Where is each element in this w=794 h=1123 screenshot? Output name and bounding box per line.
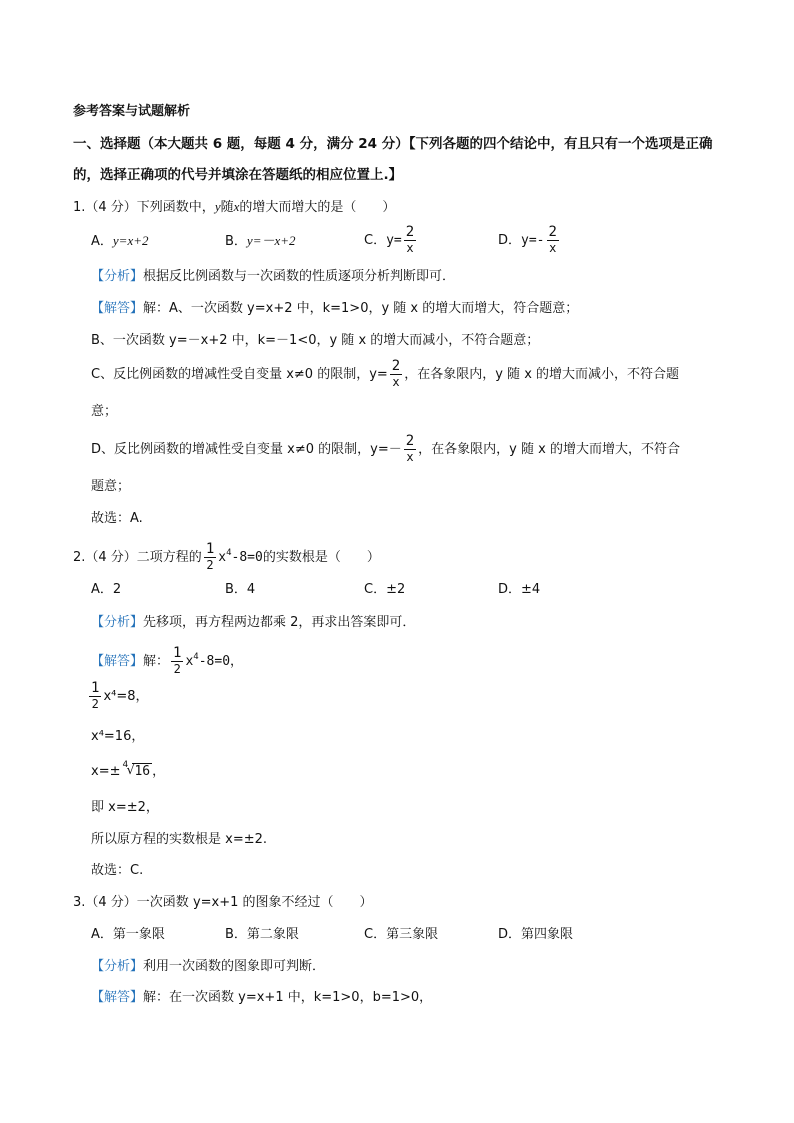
- question-3-stem: 3.（4 分）一次函数 y=x+1 的图象不经过（ ）: [73, 895, 373, 910]
- q2-step4: 即 x=±2，: [91, 800, 159, 815]
- q3-answer: [91, 988, 432, 1008]
- question-2-stem: 2.（4 分）二项方程的 $\frac{1}{2}$ $x^4-8=0$的实数根是（ ）: [73, 541, 380, 572]
- q1-option-b: B．y=－x+2: [225, 233, 296, 249]
- q1-stem-var-x: x: [233, 199, 240, 214]
- q3-analysis-text: 利用一次函数的图象即可判断．: [143, 959, 326, 974]
- q3-answer-text: 解：在一次函数 y=x+1 中，k=1>0，b=1>0，: [143, 990, 433, 1005]
- q1-answer-d: D、反比例函数的增减性受自变量 x≠0 的限制，y=－ $\frac{2}{x}$ ，在各象限内，y 随 x 的增大而增大，不符合: [91, 433, 680, 464]
- q1-analysis-text: 根据反比例函数与一次函数的性质逐项分析判断即可．: [143, 269, 456, 284]
- section-title-line2: 的，选择正确项的代号并填涂在答题纸的相应位置上.】: [73, 167, 403, 183]
- q1-option-c-fraction: $\frac{2}{x}$: [405, 224, 415, 255]
- q1-analysis: [91, 267, 455, 287]
- q1-stem-var-y: y: [214, 199, 221, 214]
- q1-answer-line1: [91, 299, 578, 319]
- q2-option-b: B．4: [225, 582, 256, 597]
- q1-answer-c-fraction: $\frac{2}{x}$: [391, 358, 401, 389]
- q1-option-c: C．y= $\frac{2}{x}$: [364, 224, 415, 255]
- q1-choose: 故选：A.: [91, 511, 143, 526]
- q1-option-d-fraction: $\frac{2}{x}$: [548, 224, 557, 255]
- answer-label: 【解答】: [91, 654, 144, 669]
- answer-heading: 参考答案与试题解析: [73, 104, 191, 119]
- answer-label: 【解答】: [91, 301, 144, 316]
- q3-option-b: B．第二象限: [225, 927, 299, 942]
- q1-option-b-expr: y=－x+2: [246, 233, 296, 248]
- q2-step3: x=± 4 √ 16 ，: [91, 762, 165, 782]
- q2-option-c: C．±2: [364, 582, 406, 597]
- analysis-label: 【分析】: [91, 615, 144, 630]
- q2-analysis-text: 先移项，再方程两边都乘 2，再求出答案即可．: [143, 615, 416, 630]
- analysis-label: 【分析】: [91, 959, 144, 974]
- q1-option-a-expr: y=x+2: [112, 233, 149, 248]
- q1-option-d: D．y=- $\frac{2}{x}$: [498, 224, 557, 255]
- q3-option-c: C．第三象限: [364, 927, 439, 942]
- q1-answer-d-cont: 题意；: [91, 479, 131, 494]
- q2-analysis: [91, 613, 415, 633]
- q2-step1: $\frac{1}{2}$ x⁴=8，: [91, 680, 149, 711]
- q2-option-a: A．2: [91, 582, 122, 597]
- q2-answer-fraction: $\frac{1}{2}$: [173, 645, 182, 676]
- q1-answer-a: 解：A、一次函数 y=x+2 中，k=1>0，y 随 x 的增大而增大，符合题意；: [143, 301, 579, 316]
- q2-step2: x⁴=16，: [91, 729, 145, 744]
- q2-step5: 所以原方程的实数根是 x=±2.: [91, 832, 268, 847]
- question-1-stem: [73, 197, 395, 218]
- section-title-line1: 一、选择题（本大题共 6 题，每题 4 分，满分 24 分）【下列各题的四个结论中，有且只有一个选项是正确: [73, 136, 713, 152]
- q3-option-a: A．第一象限: [91, 927, 165, 942]
- q1-answer-c: C、反比例函数的增减性受自变量 x≠0 的限制，y= $\frac{2}{x}$ ，在各象限内，y 随 x 的增大而减小，不符合题: [91, 358, 680, 389]
- q2-answer-line1: 【解答】解： $\frac{1}{2}$ $x^4-8=0$，: [91, 645, 244, 676]
- radical-sign: 4 √ 16: [122, 760, 151, 779]
- q2-step1-fraction: $\frac{1}{2}$: [91, 680, 100, 711]
- q1-option-a: A．y=x+2: [91, 233, 149, 249]
- q3-analysis: [91, 957, 325, 977]
- q1-answer-b: B、一次函数 y=－x+2 中，k=－1<0，y 随 x 的增大而减小，不符合题意；: [91, 333, 540, 348]
- q1-stem-part2: 随: [220, 200, 234, 215]
- q1-stem-part3: 的增大而增大的是（ ）: [239, 200, 396, 215]
- q2-option-d: D．±4: [498, 582, 541, 597]
- q3-option-d: D．第四象限: [498, 927, 574, 942]
- answer-label: 【解答】: [91, 990, 144, 1005]
- q1-answer-d-fraction: $\frac{2}{x}$: [405, 433, 415, 464]
- q2-choose: 故选：C.: [91, 863, 144, 878]
- q1-stem-part1: 1.（4 分）下列函数中，: [73, 200, 215, 215]
- q1-answer-c-cont: 意；: [91, 404, 118, 419]
- analysis-label: 【分析】: [91, 269, 144, 284]
- q2-stem-fraction: $\frac{1}{2}$: [205, 541, 215, 572]
